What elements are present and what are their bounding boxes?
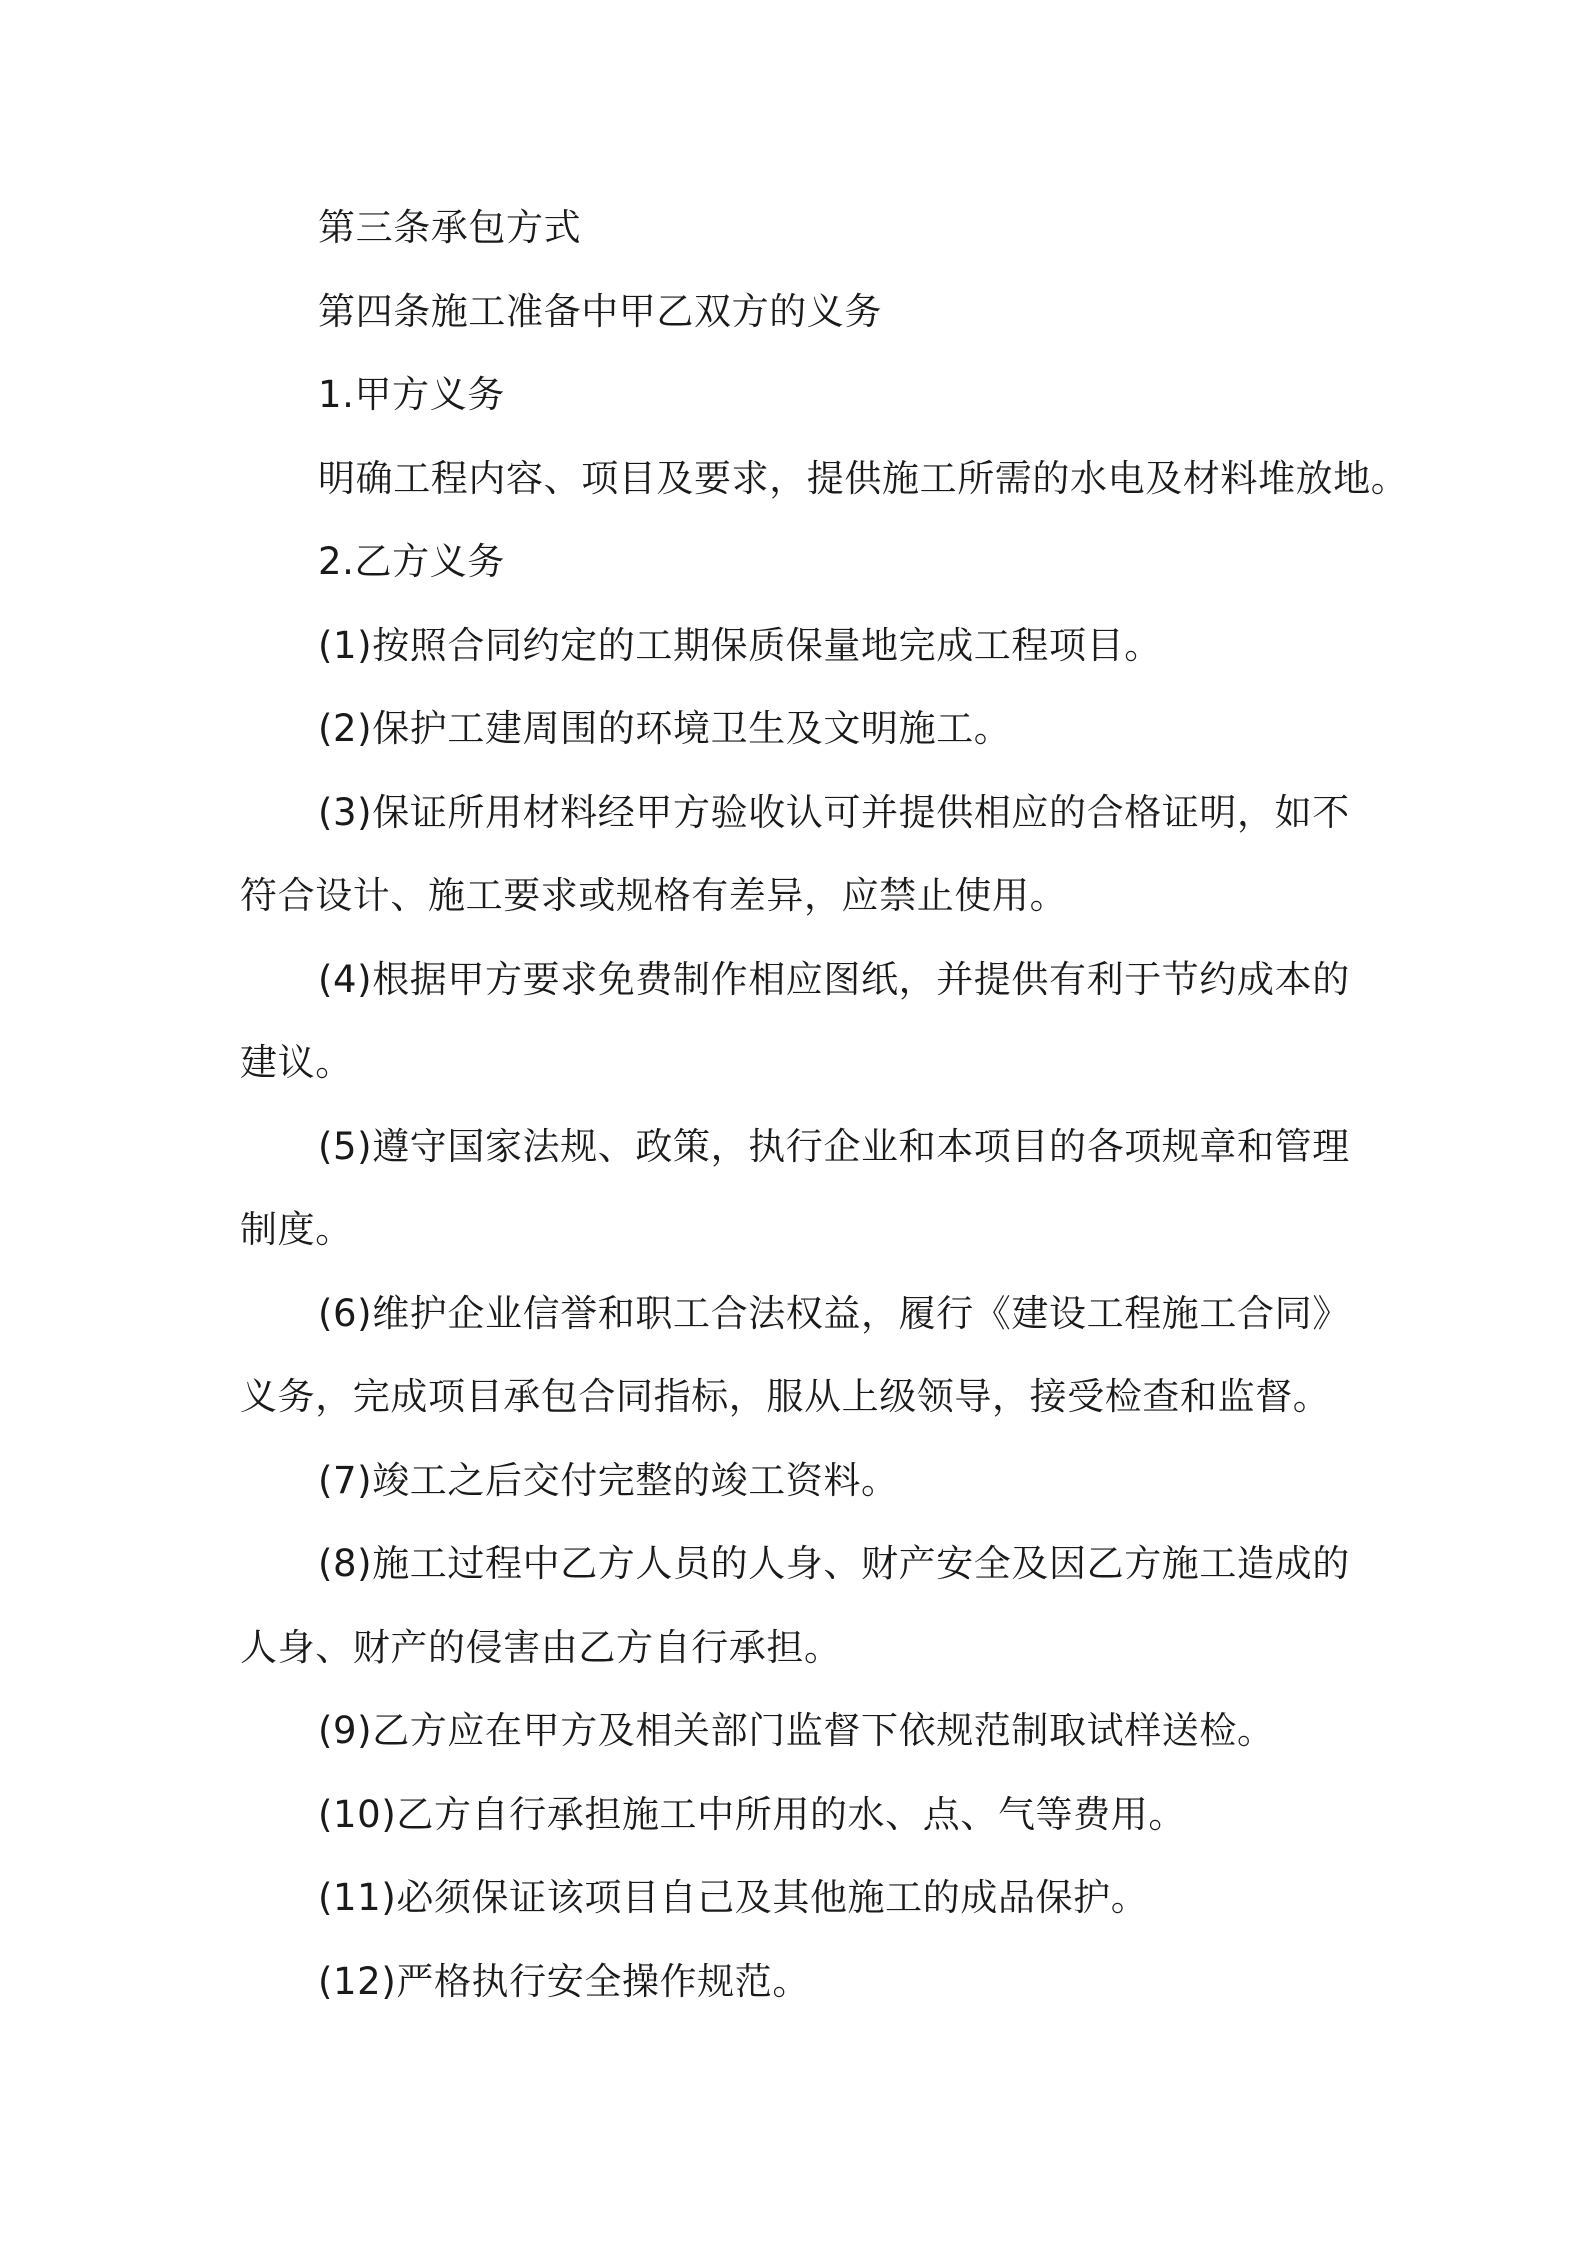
duty-item-2: (2)保护工建周围的环境卫生及文明施工。 — [318, 707, 1012, 750]
duty-item-9: (9)乙方应在甲方及相关部门监督下依规范制取试样送检。 — [318, 1709, 1275, 1752]
duty-item-4-cont: 建议。 — [240, 1041, 353, 1084]
article-4-heading: 第四条施工准备中甲乙双方的义务 — [318, 290, 882, 333]
party-a-duties-heading: 1.甲方义务 — [318, 373, 505, 416]
duty-item-5-cont: 制度。 — [240, 1208, 353, 1251]
duty-item-12: (12)严格执行安全操作规范。 — [318, 1960, 810, 2003]
duty-item-8-cont: 人身、财产的侵害由乙方自行承担。 — [240, 1626, 842, 1669]
duty-item-3-cont: 符合设计、施工要求或规格有差异，应禁止使用。 — [240, 874, 1068, 917]
duty-item-7: (7)竣工之后交付完整的竣工资料。 — [318, 1459, 899, 1502]
duty-item-5: (5)遵守国家法规、政策，执行企业和本项目的各项规章和管理 — [318, 1125, 1350, 1168]
duty-item-6-cont: 义务，完成项目承包合同指标，服从上级领导，接受检查和监督。 — [240, 1375, 1331, 1418]
duty-item-1: (1)按照合同约定的工期保质保量地完成工程项目。 — [318, 624, 1162, 667]
party-a-duties-text: 明确工程内容、项目及要求，提供施工所需的水电及材料堆放地。 — [318, 457, 1409, 500]
duty-item-4: (4)根据甲方要求免费制作相应图纸，并提供有利于节约成本的 — [318, 958, 1350, 1001]
party-b-duties-heading: 2.乙方义务 — [318, 540, 505, 583]
duty-item-11: (11)必须保证该项目自己及其他施工的成品保护。 — [318, 1876, 1149, 1919]
duty-item-8: (8)施工过程中乙方人员的人身、财产安全及因乙方施工造成的 — [318, 1542, 1350, 1585]
duty-item-3: (3)保证所用材料经甲方验收认可并提供相应的合格证明，如不 — [318, 791, 1350, 834]
duty-item-6: (6)维护企业信誉和职工合法权益，履行《建设工程施工合同》 — [318, 1292, 1350, 1335]
article-3-heading: 第三条承包方式 — [318, 206, 582, 249]
duty-item-10: (10)乙方自行承担施工中所用的水、点、气等费用。 — [318, 1793, 1186, 1836]
